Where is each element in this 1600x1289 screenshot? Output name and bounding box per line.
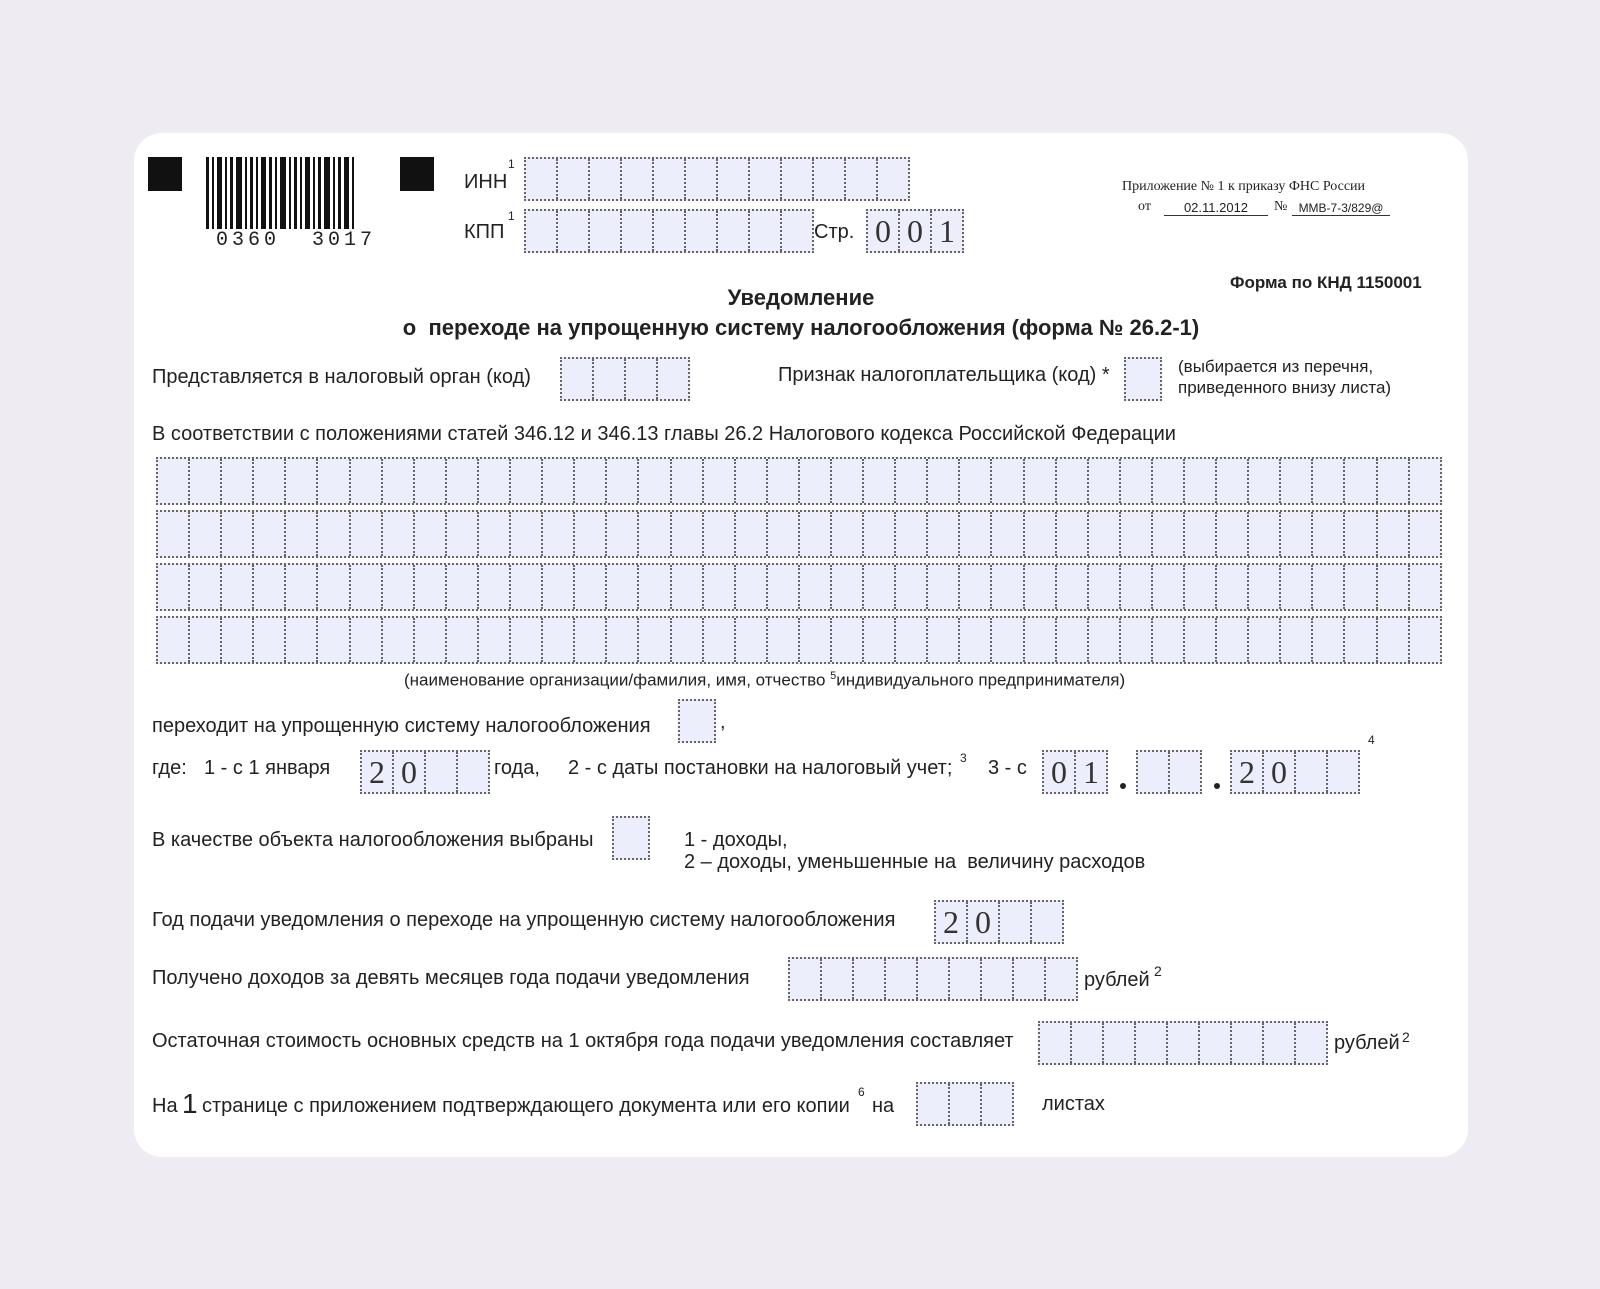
object-label: В качестве объекта налогообложения выбраны xyxy=(152,829,594,851)
marker-square-right xyxy=(400,157,434,191)
residual-unit: рублей xyxy=(1334,1032,1400,1054)
date-day-input[interactable]: 0 1 xyxy=(1042,750,1108,794)
residual-unit-footnote: 2 xyxy=(1402,1029,1410,1045)
residual-amount-input[interactable] xyxy=(1038,1021,1328,1065)
date-month-input[interactable] xyxy=(1136,750,1202,794)
pages-footnote: 6 xyxy=(858,1085,865,1099)
pages-text: странице с приложением подтверждающего документа или его копии xyxy=(202,1095,850,1117)
residual-label: Остаточная стоимость основных средств на 1 октября года подачи уведомления составляет xyxy=(152,1030,1014,1052)
org-name-caption: (наименование организации/фамилия, имя, отчество $^5$индивидуального предпринимателя) xyxy=(404,670,1126,690)
where-option-2-footnote: 3 xyxy=(960,751,967,765)
sheets-count-input[interactable] xyxy=(916,1082,1014,1126)
kpp-label: КПП xyxy=(464,221,505,243)
transition-comma: , xyxy=(720,711,726,733)
page-number-field[interactable]: 0 0 1 xyxy=(866,209,964,253)
org-name-row-4[interactable] xyxy=(156,616,1442,664)
transition-label: переходит на упрощенную систему налогообложения xyxy=(152,715,651,737)
form-card xyxy=(134,133,1468,1157)
page-label: Стр. xyxy=(814,221,855,243)
filing-year-input[interactable]: 2 0 xyxy=(934,900,1064,944)
page-subtitle: о переходе на упрощенную систему налогообложения (форма № 26.2-1) xyxy=(402,315,1200,340)
where-option-2: 2 - с даты постановки на налоговый учет; xyxy=(568,757,953,779)
page-title: Уведомление xyxy=(727,285,875,310)
appendix-date: 02.11.2012 xyxy=(1164,200,1268,216)
appendix-number: ММВ-7-3/829@ xyxy=(1292,201,1390,216)
org-name-row-3[interactable] xyxy=(156,563,1442,611)
pages-prefix: На xyxy=(152,1095,178,1117)
barcode-graphic xyxy=(206,157,357,229)
kpp-input[interactable] xyxy=(524,209,814,253)
object-option-2: 2 – доходы, уменьшенные на величину расходов xyxy=(684,851,1146,873)
date-separator-1 xyxy=(1120,783,1126,789)
taxpayer-sign-hint-1: (выбирается из перечня, xyxy=(1178,357,1374,376)
where-option-1: 1 - с 1 января xyxy=(204,757,331,779)
tax-authority-label: Представляется в налоговый орган (код) xyxy=(152,366,531,388)
object-option-1: 1 - доходы, xyxy=(684,829,788,851)
date-year-input[interactable]: 2 0 xyxy=(1230,750,1360,794)
object-code-input[interactable] xyxy=(612,816,650,860)
barcode-number: 0360 3017 xyxy=(216,229,377,252)
year-suffix: года, xyxy=(494,757,540,779)
date-separator-2 xyxy=(1214,783,1220,789)
where-label: где: xyxy=(152,757,187,779)
form-code: Форма по КНД 1150001 xyxy=(1230,273,1422,292)
appendix-line: Приложение № 1 к приказу ФНС России xyxy=(1122,179,1366,194)
taxpayer-sign-label: Признак налогоплательщика (код) * xyxy=(778,364,1110,386)
inn-footnote: 1 xyxy=(508,157,515,171)
pages-count: 1 xyxy=(182,1088,198,1119)
income-unit-footnote: 2 xyxy=(1154,963,1162,979)
where-option-3-footnote: 4 xyxy=(1368,733,1375,747)
pages-na: на xyxy=(872,1095,895,1117)
org-name-footnote: 5 xyxy=(830,670,837,682)
filing-year-label: Год подачи уведомления о переходе на упрощенную систему налогообложения xyxy=(152,909,896,931)
inn-input[interactable] xyxy=(524,157,910,201)
marker-square-left xyxy=(148,157,182,191)
income-unit: рублей xyxy=(1084,969,1150,991)
basis-text: В соответствии с положениями статей 346.12 и 346.13 главы 26.2 Налогового кодекса Российской Федерации xyxy=(152,423,1176,445)
kpp-footnote: 1 xyxy=(508,209,515,223)
appendix-from: от xyxy=(1138,199,1151,214)
income-label: Получено доходов за девять месяцев года подачи уведомления xyxy=(152,967,750,989)
inn-label: ИНН xyxy=(464,171,508,193)
org-name-row-1[interactable] xyxy=(156,457,1442,505)
appendix-no-sign: № xyxy=(1274,199,1288,214)
year-option-1-input[interactable]: 2 0 xyxy=(360,750,490,794)
tax-authority-code-input[interactable] xyxy=(560,357,690,401)
where-option-3: 3 - с xyxy=(988,757,1027,779)
income-amount-input[interactable] xyxy=(788,957,1078,1001)
org-name-row-2[interactable] xyxy=(156,510,1442,558)
transition-code-input[interactable] xyxy=(678,699,716,743)
taxpayer-sign-hint-2: приведенного внизу листа) xyxy=(1178,378,1392,397)
taxpayer-sign-input[interactable] xyxy=(1124,357,1162,401)
pages-suffix: листах xyxy=(1042,1093,1105,1115)
